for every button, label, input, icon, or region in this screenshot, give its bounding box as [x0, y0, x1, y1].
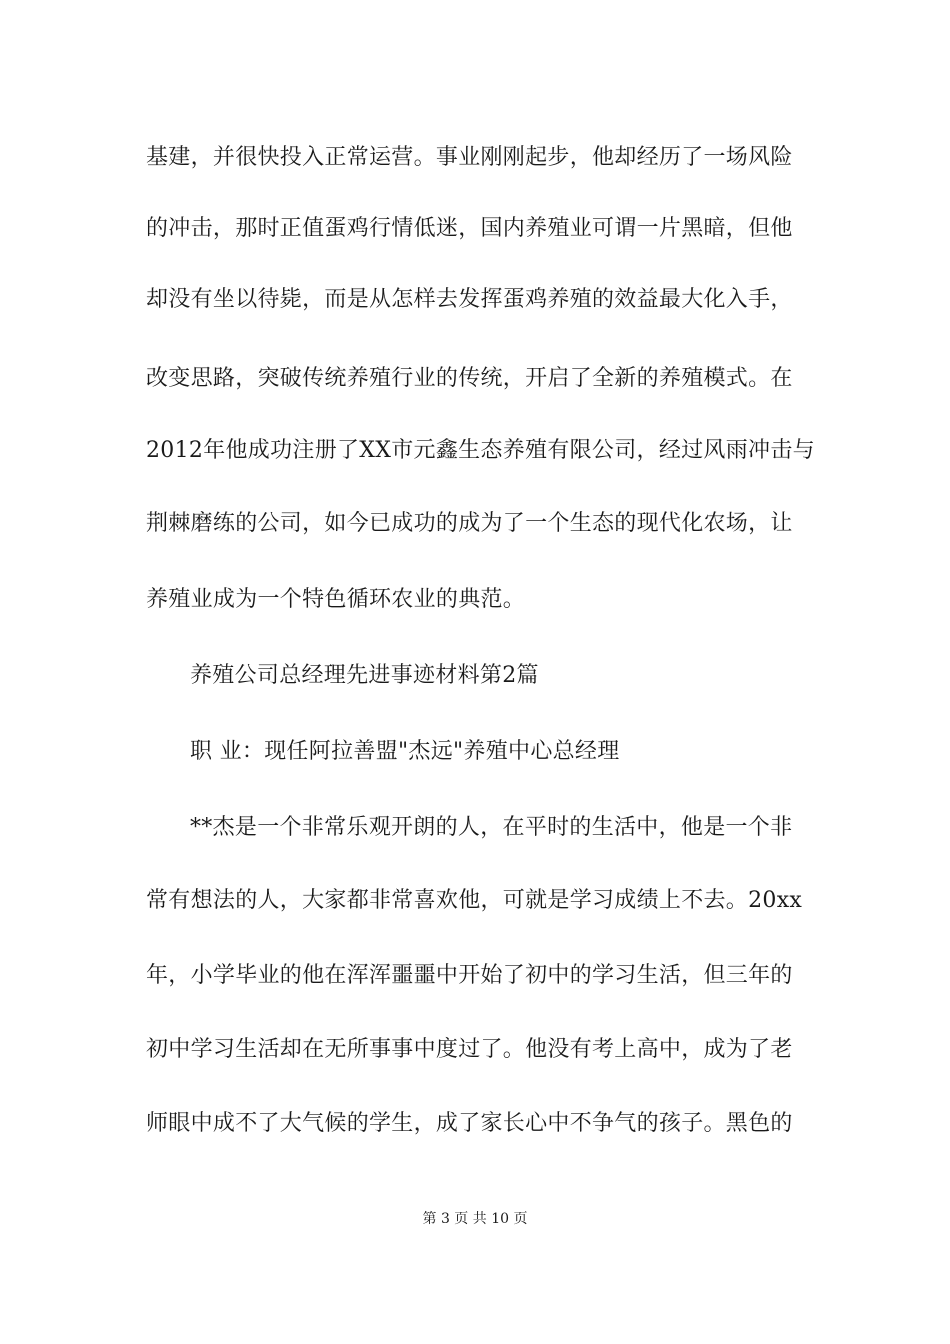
- occupation-line: 职 业：现任阿拉善盟"杰远"养殖中心总经理: [190, 739, 620, 764]
- paragraph-1-line-6: 荆棘磨练的公司，如今已成功的成为了一个生态的现代化农场，让: [146, 511, 793, 536]
- paragraph-2-line-5: 师眼中成不了大气候的学生，成了家长心中不争气的孩子。黑色的: [146, 1111, 793, 1136]
- paragraph-1-line-1: 基建，并很快投入正常运营。事业刚刚起步，他却经历了一场风险: [146, 145, 793, 170]
- paragraph-1-line-4: 改变思路，突破传统养殖行业的传统，开启了全新的养殖模式。在: [146, 366, 793, 391]
- section-heading: 养殖公司总经理先进事迹材料第2篇: [190, 663, 539, 688]
- paragraph-1-line-5: 2012年他成功注册了XX市元鑫生态养殖有限公司，经过风雨冲击与: [146, 438, 815, 463]
- paragraph-2-line-3: 年，小学毕业的他在浑浑噩噩中开始了初中的学习生活，但三年的: [146, 963, 793, 988]
- paragraph-2-line-4: 初中学习生活却在无所事事中度过了。他没有考上高中，成为了老: [146, 1037, 793, 1062]
- page-number-footer: 第 3 页 共 10 页: [422, 1211, 528, 1227]
- paragraph-2-line-1: **杰是一个非常乐观开朗的人，在平时的生活中，他是一个非: [190, 815, 793, 840]
- paragraph-1-line-3: 却没有坐以待毙，而是从怎样去发挥蛋鸡养殖的效益最大化入手，: [146, 287, 793, 312]
- paragraph-1-line-7: 养殖业成为一个特色循环农业的典范。: [146, 587, 526, 612]
- paragraph-1-line-2: 的冲击，那时正值蛋鸡行情低迷，国内养殖业可谓一片黑暗，但他: [146, 216, 793, 241]
- paragraph-2-line-2: 常有想法的人，大家都非常喜欢他，可就是学习成绩上不去。20xx: [146, 888, 803, 913]
